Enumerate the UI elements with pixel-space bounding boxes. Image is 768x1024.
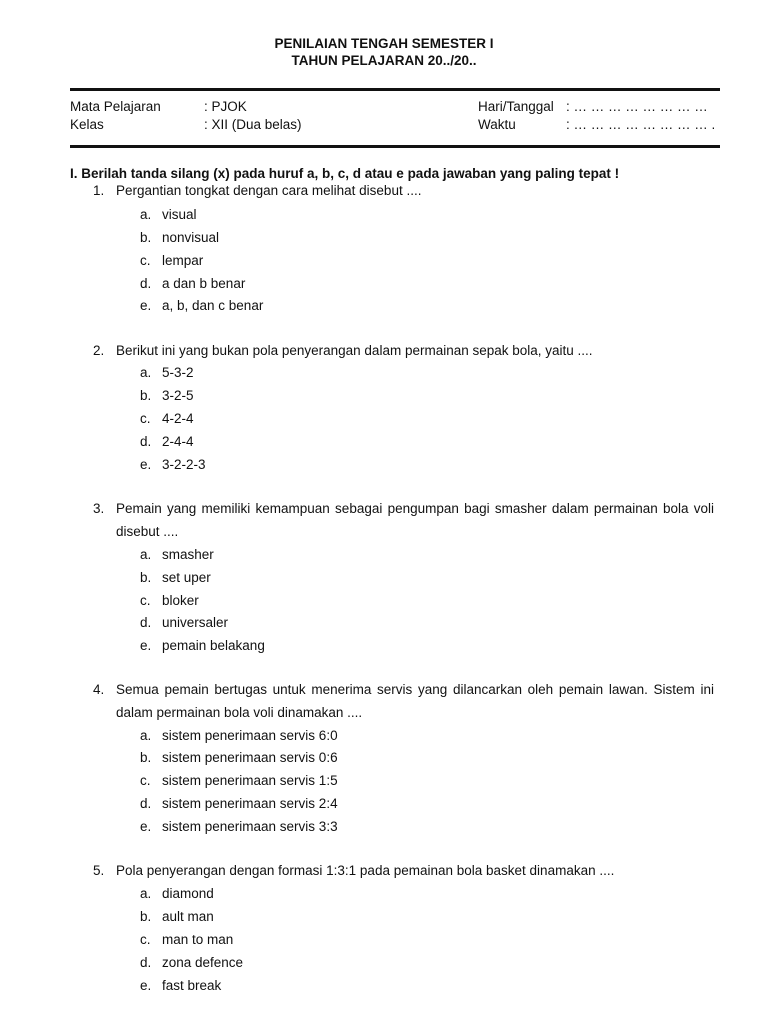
option [140,276,245,291]
class-label: Kelas [70,117,104,132]
option-text: pemain belakang [162,638,265,653]
option-letter: d. [140,796,152,811]
day-value: : … … … … … … … … [566,99,708,114]
option-text: 2-4-4 [162,434,194,449]
option-text: sistem penerimaan servis 0:6 [162,750,338,765]
question-text: Semua pemain bertugas untuk menerima servis yang dilancarkan oleh pemain lawan. Sistem ini dalam permainan bola voli dinamakan .... [116,682,714,720]
option-text: bloker [162,593,199,608]
question-number: 5. [93,863,105,878]
option-text: set uper [162,570,211,585]
option [140,593,199,608]
option [140,253,203,268]
option-letter: e. [140,978,152,993]
option [140,796,338,811]
option-text: a dan b benar [162,276,246,291]
option [140,638,265,653]
option-text: sistem penerimaan servis 3:3 [162,819,338,834]
question-text: Berikut ini yang bukan pola penyerangan dalam permainan sepak bola, yaitu .... [116,343,593,358]
option-letter: e. [140,457,152,472]
option-text: sistem penerimaan servis 2:4 [162,796,338,811]
time-value: : … … … … … … … … . [566,117,716,132]
day-label: Hari/Tanggal [478,99,554,114]
option [140,750,338,765]
option-letter: d. [140,276,152,291]
option-text: sistem penerimaan servis 1:5 [162,773,338,788]
option-text: 4-2-4 [162,411,194,426]
option-text: man to man [162,932,234,947]
top-divider [70,88,720,91]
option [140,978,221,993]
option-letter: a. [140,207,152,222]
subject-value: : PJOK [204,99,247,114]
option-text: diamond [162,886,214,901]
option [140,932,233,947]
option-letter: d. [140,615,152,630]
option [140,230,219,245]
option-letter: d. [140,434,152,449]
option-text: 5-3-2 [162,365,194,380]
option-text: universaler [162,615,229,630]
option-letter: a. [140,547,152,562]
option-letter: c. [140,253,151,268]
option [140,615,228,630]
option-text: smasher [162,547,214,562]
class-value: : XII (Dua belas) [204,117,302,132]
option [140,909,214,924]
option [140,207,197,222]
option-letter: b. [140,230,152,245]
option [140,955,243,970]
option-letter: c. [140,411,151,426]
option [140,819,338,834]
option-letter: b. [140,388,152,403]
option [140,388,194,403]
option-letter: e. [140,819,152,834]
time-label: Waktu [478,117,516,132]
question-number: 4. [93,682,105,697]
option [140,434,194,449]
academic-year: TAHUN PELAJARAN 20../20.. [291,53,477,68]
option-text: 3-2-5 [162,388,194,403]
option-letter: c. [140,593,151,608]
exam-title: PENILAIAN TENGAH SEMESTER I [274,36,494,51]
option-text: sistem penerimaan servis 6:0 [162,728,338,743]
option-letter: a. [140,886,152,901]
option-letter: e. [140,638,152,653]
option-text: zona defence [162,955,244,970]
option [140,298,263,313]
question-text: Pola penyerangan dengan formasi 1:3:1 pada pemainan bola basket dinamakan .... [116,863,615,878]
option-letter: b. [140,909,152,924]
option [140,570,211,585]
question-number: 1. [93,183,105,198]
option [140,547,214,562]
option-text: visual [162,207,197,222]
option-letter: b. [140,750,152,765]
option-letter: a. [140,365,152,380]
option [140,728,338,743]
option [140,411,194,426]
option-letter: a. [140,728,152,743]
option-text: ault man [162,909,214,924]
option-letter: e. [140,298,152,313]
subject-label: Mata Pelajaran [70,99,161,114]
option [140,886,214,901]
bottom-divider [70,145,720,148]
option-letter: c. [140,932,151,947]
option-text: 3-2-2-3 [162,457,206,472]
option [140,365,194,380]
option-text: fast break [162,978,222,993]
option-letter: c. [140,773,151,788]
option-letter: d. [140,955,152,970]
instructions: I. Berilah tanda silang (x) pada huruf a, b, c, d atau e pada jawaban yang paling tepat ! [70,166,620,181]
question-text: Pemain yang memiliki kemampuan sebagai pengumpan bagi smasher dalam permainan bola voli disebut .... [116,501,714,539]
option-text: lempar [162,253,204,268]
question-number: 2. [93,343,105,358]
option [140,773,338,788]
option-letter: b. [140,570,152,585]
option-text: nonvisual [162,230,220,245]
question-text: Pergantian tongkat dengan cara melihat disebut .... [116,183,422,198]
question-number: 3. [93,501,105,516]
option-text: a, b, dan c benar [162,298,264,313]
option [140,457,206,472]
